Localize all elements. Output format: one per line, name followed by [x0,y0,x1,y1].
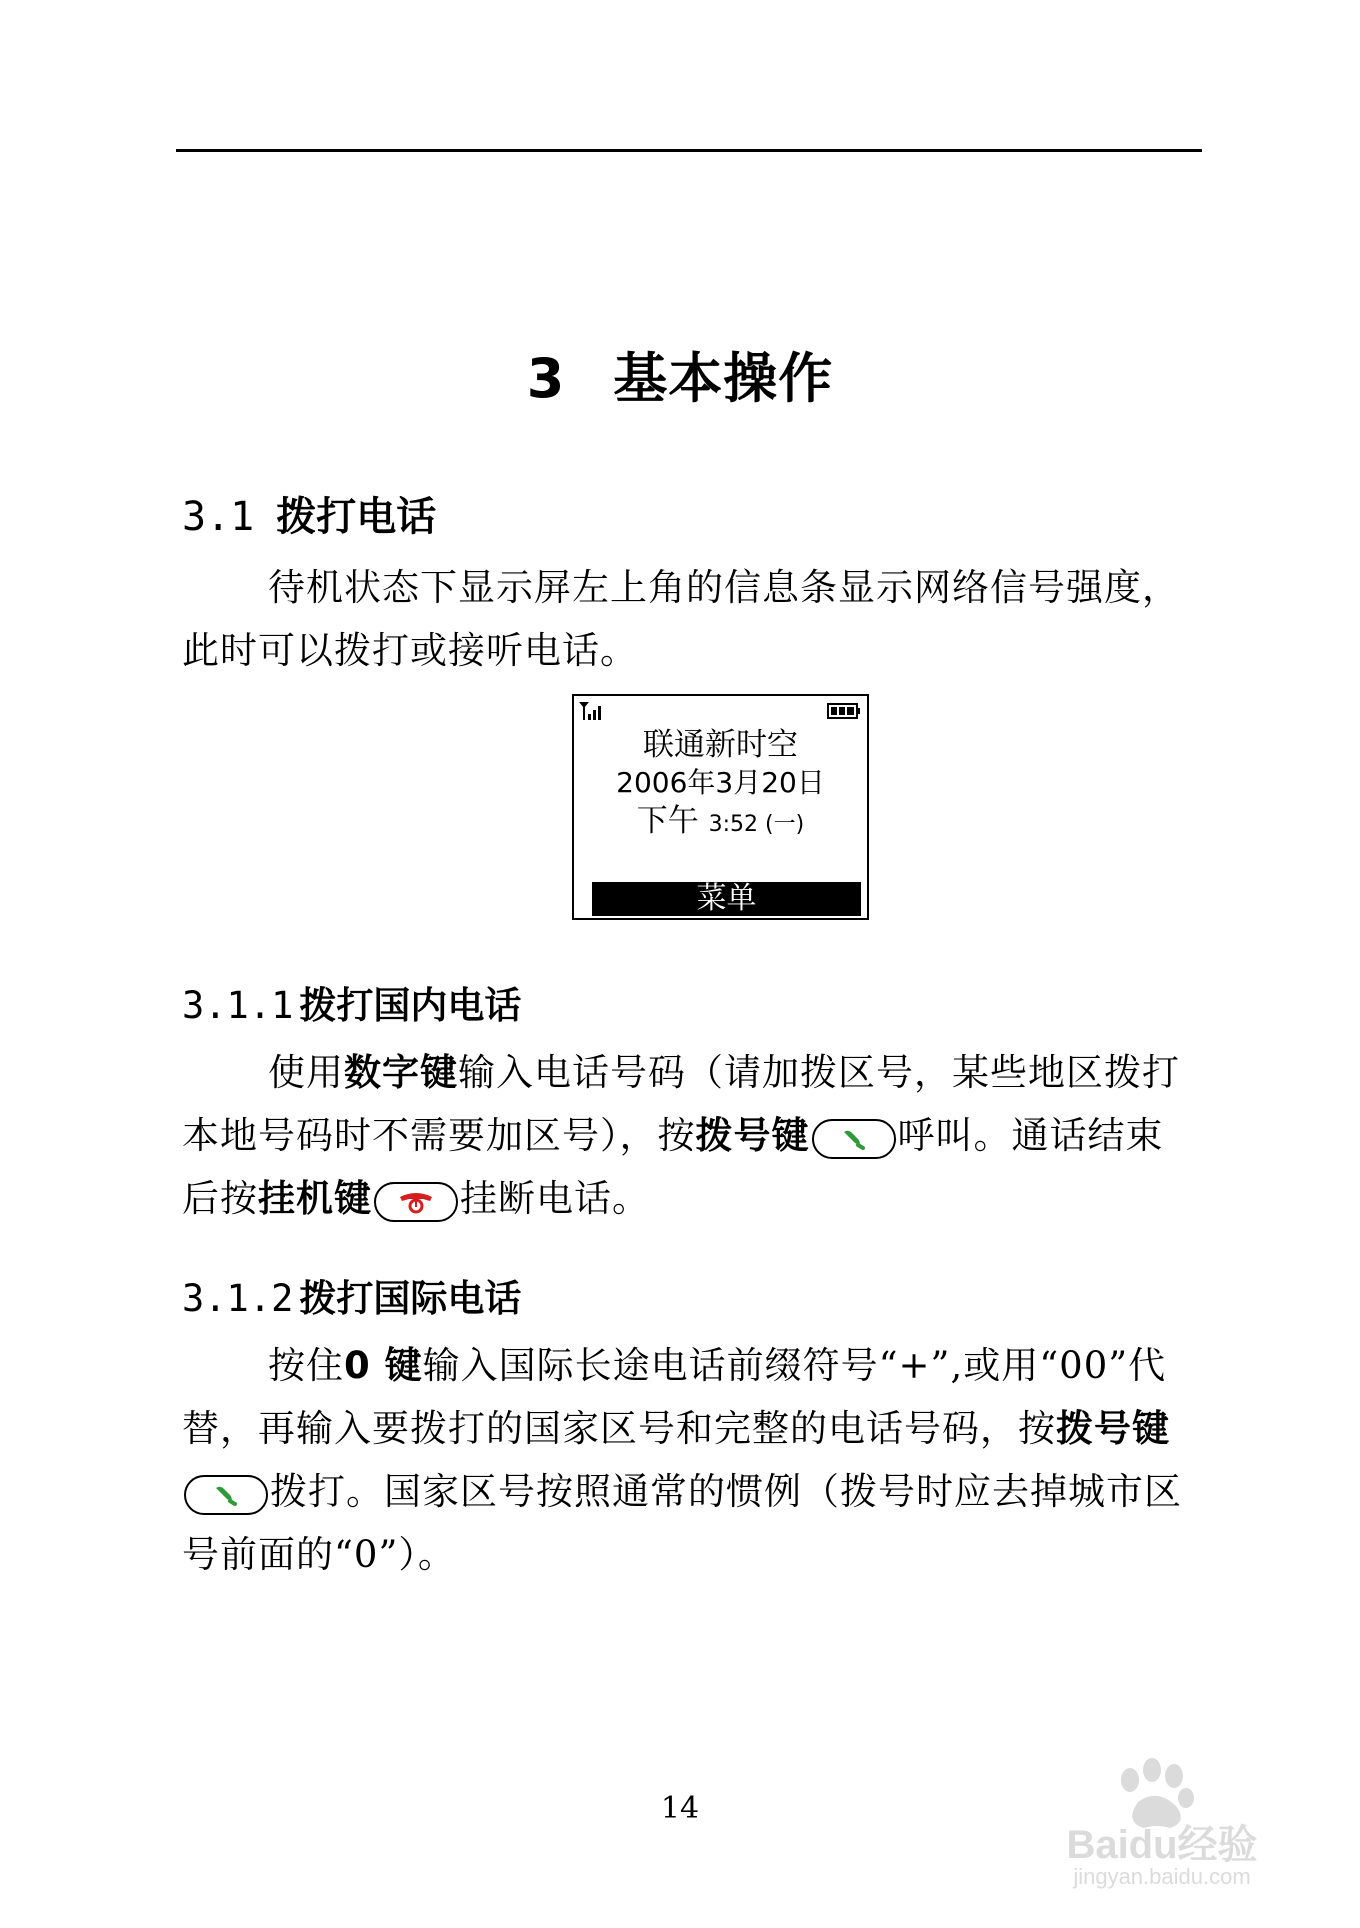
paragraph-text: 待机状态下显示屏左上角的信息条显示网络信号强度，此时可以拨打或接听电话。 [182,566,1180,672]
chapter-title-text: 基本操作 [613,347,834,410]
section-number: 3.1 [182,494,255,540]
battery-icon [827,702,861,720]
call-key-term: 拨号键 [1056,1407,1170,1450]
section-title: 拨打国内电话 [299,984,522,1027]
call-key-term: 拨号键 [695,1114,810,1157]
section-3-1-2-heading [182,1272,521,1326]
header-rule [176,149,1202,152]
end-key-icon [374,1182,458,1222]
text-run: 呼叫。通话结束后按 [182,1114,1164,1220]
section-number: 3.1.2 [182,1277,294,1320]
text-run: 使用 [268,1051,344,1094]
text-run: 拨打。国家区号按照通常的惯例（拨号时应去掉城市区号前面的“0”）。 [182,1470,1182,1576]
text-run: 输入电话号码（请加拨区号，某些地区拨打本地号码时不需要加区号），按 [182,1051,1180,1157]
time-detail: 3:52 (一) [708,812,805,837]
section-3-1-heading [182,490,436,544]
menu-softkey[interactable]: 菜单 [592,882,861,916]
end-key-term: 挂机键 [258,1177,372,1220]
phone-standby-screen [572,694,869,920]
signal-icon [578,700,604,722]
watermark-url: jingyan.baidu.com [1073,1864,1251,1889]
section-title: 拨打国际电话 [299,1277,522,1320]
operator-name: 联通新时空 [643,727,798,763]
call-key-icon [184,1475,268,1515]
section-number: 3.1.1 [182,984,294,1027]
text-run: 按住 [268,1344,344,1387]
standby-time [574,802,867,844]
chapter-number: 3 [526,347,566,410]
text-run: 挂断电话。 [460,1177,650,1220]
baidu-jingyan-watermark [1012,1740,1312,1890]
zero-key-term: 0 键 [344,1344,423,1387]
standby-date: 2006年3月20日 [616,766,825,799]
section-3-1-1-heading [182,979,521,1033]
chapter-title [0,344,1360,414]
watermark-brand: Baidu经验 [1066,1823,1258,1867]
page-number: 14 [660,1791,700,1826]
digit-keys-term: 数字键 [344,1051,458,1094]
section-3-1-paragraph [182,556,1194,682]
section-3-1-2-paragraph [182,1334,1194,1586]
call-key-icon [812,1119,896,1159]
section-title: 拨打电话 [276,494,437,540]
time-prefix: 下午 [636,803,699,839]
section-3-1-1-paragraph [182,1041,1194,1230]
text-run: 输入国际长途电话前缀符号“+”,或用“00”代替，再输入要拨打的国家区号和完整的电话号码，按 [182,1344,1167,1450]
